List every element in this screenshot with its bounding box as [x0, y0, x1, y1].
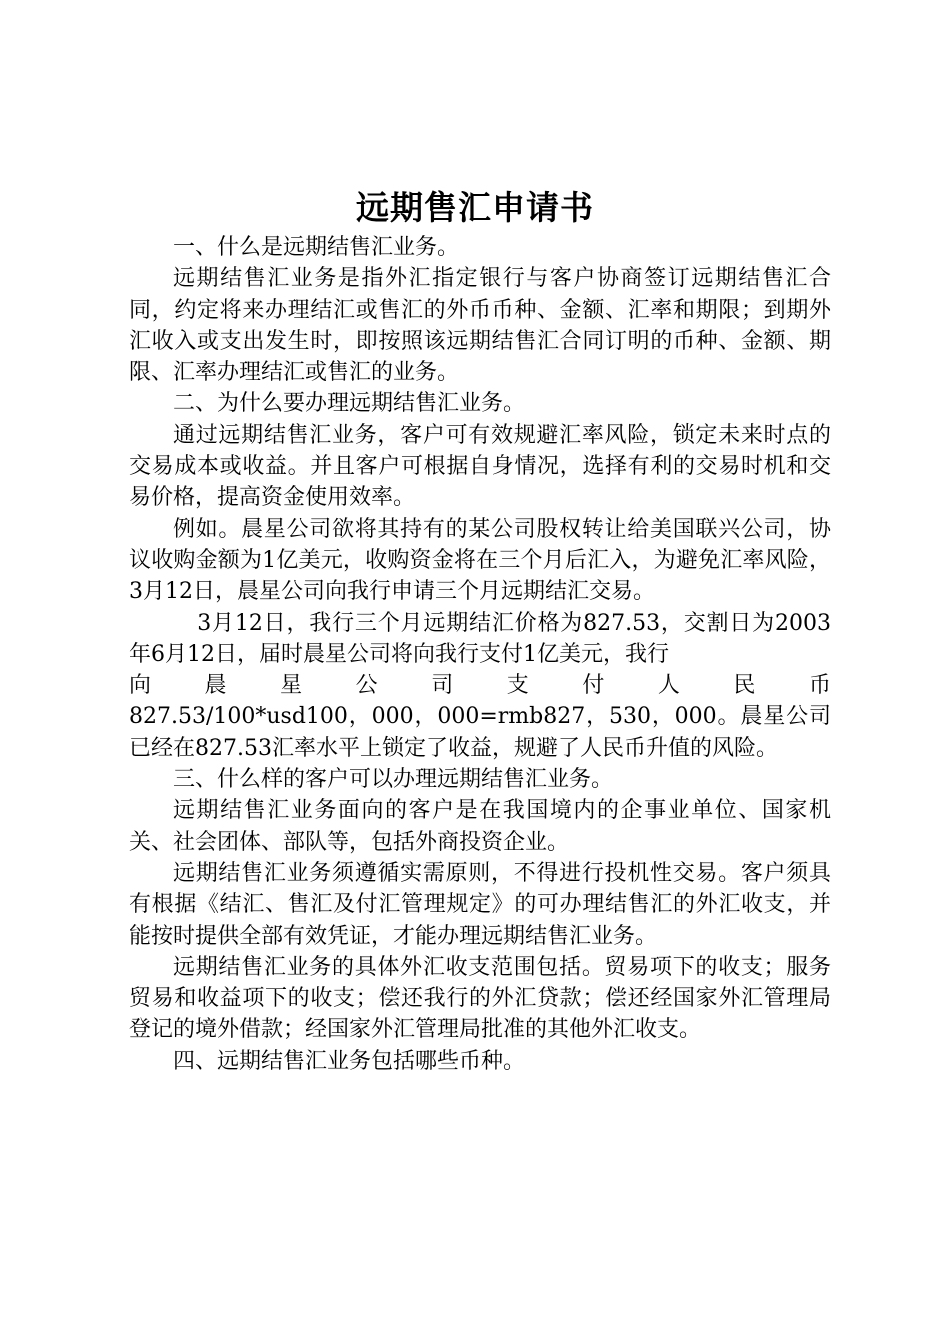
paragraph-scope: 远期结售汇业务的具体外汇收支范围包括。贸易项下的收支；服务贸易和收益项下的收支；偿还我行的外汇贷款；偿还经国家外汇管理局登记的境外借款；经国家外汇管理局批准的其他外汇收支。 — [129, 954, 831, 1043]
section-heading-4: 四、远期结售汇业务包括哪些币种。 — [173, 1048, 526, 1074]
paragraph-benefits: 通过远期结售汇业务，客户可有效规避汇率风险，锁定未来时点的交易成本或收益。并且客户可根据自身情况，选择有利的交易时机和交易价格，提高资金使用效率。 — [129, 422, 831, 511]
paragraph-definition: 远期结售汇业务是指外汇指定银行与客户协商签订远期结售汇合同，约定将来办理结汇或售汇的外币币种、金额、汇率和期限；到期外汇收入或支出发生时，即按照该远期结售汇合同订明的币种、金额、期限、汇率办理结汇或售汇的业务。 — [129, 266, 831, 386]
paragraph-example-calc-line: 向晨星公司支付人民币 — [129, 673, 831, 699]
paragraph-example: 例如。晨星公司欲将其持有的某公司股权转让给美国联兴公司，协议收购金额为1亿美元，收购资金将在三个月后汇入，为避免汇率风险，3月12日，晨星公司向我行申请三个月远期结汇交易。 — [129, 516, 831, 605]
paragraph-example-result: 827.53/100*usd100，000，000=rmb827，530，000。晨星公司已经在827.53汇率水平上锁定了收益，规避了人民币升值的风险。 — [129, 704, 831, 761]
paragraph-customers: 远期结售汇业务面向的客户是在我国境内的企事业单位、国家机关、社会团体、部队等，包括外商投资企业。 — [129, 798, 831, 855]
document-body — [129, 232, 831, 1077]
section-heading-3: 三、什么样的客户可以办理远期结售汇业务。 — [173, 767, 614, 793]
paragraph-principle: 远期结售汇业务须遵循实需原则，不得进行投机性交易。客户须具有根据《结汇、售汇及付汇管理规定》的可办理结售汇的外汇收支，并能按时提供全部有效凭证，才能办理远期结售汇业务。 — [129, 860, 831, 949]
paragraph-example-calc: 3月12日，我行三个月远期结汇价格为827.53，交割日为2003年6月12日，届时晨星公司将向我行支付1亿美元，我行 — [129, 610, 831, 667]
section-heading-2: 二、为什么要办理远期结售汇业务。 — [173, 391, 526, 417]
section-heading-1: 一、什么是远期结售汇业务。 — [173, 235, 460, 260]
document-title: 远期售汇申请书 — [356, 188, 594, 227]
